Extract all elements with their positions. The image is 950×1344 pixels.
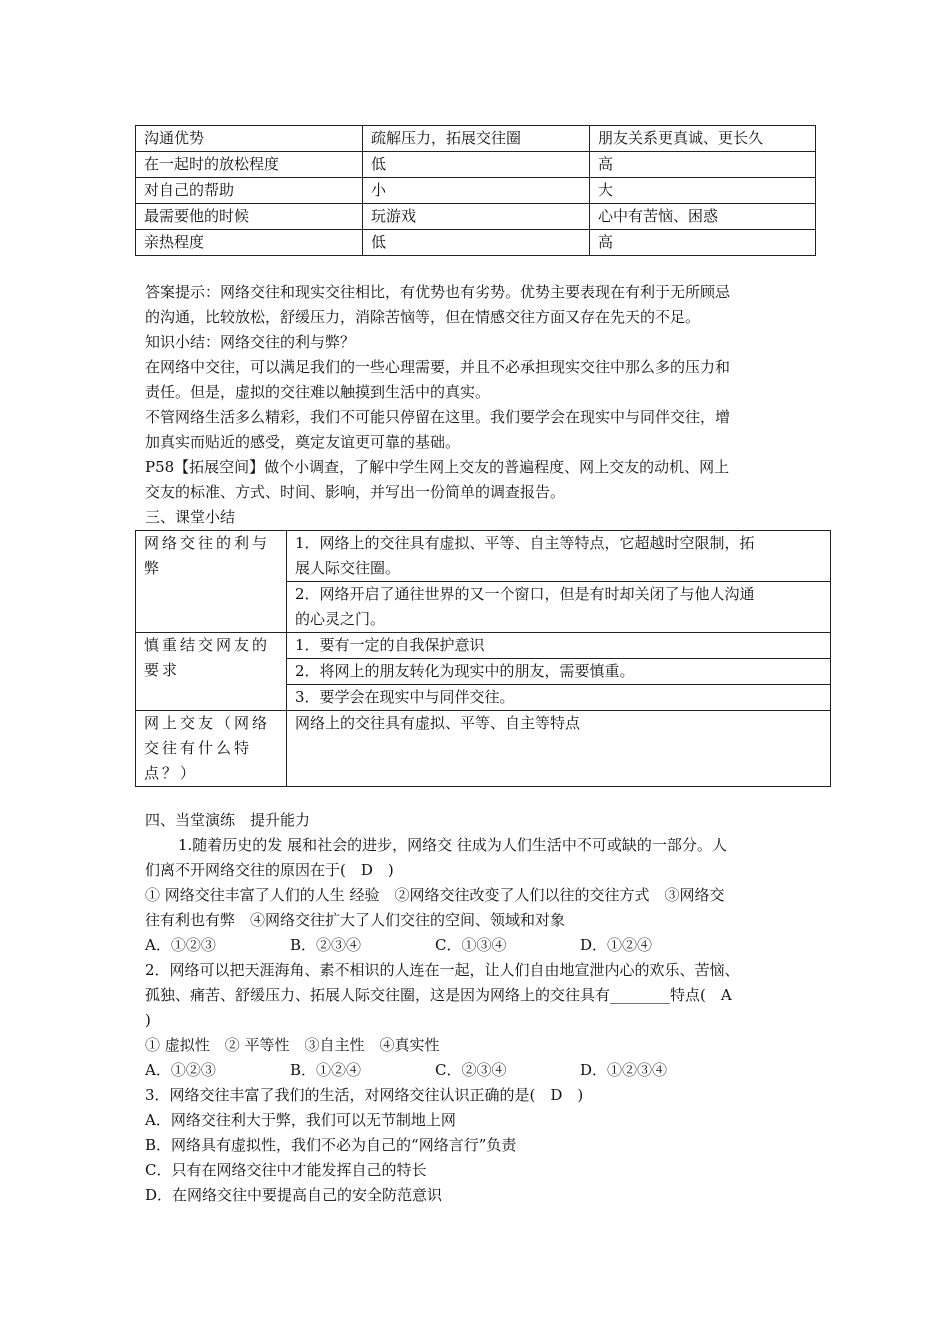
table-cell: 朋友关系更真诚、更长久 [590,126,816,152]
table-cell: 在一起时的放松程度 [136,152,363,178]
choice-b: B．②③④ [290,936,362,954]
table-cell [287,531,831,582]
choice-b: B．网络具有虚拟性，我们不必为自己的“网络言行”负责 [145,1136,517,1154]
choice-d: D．①②④ [580,936,653,954]
table-cell: 小 [363,178,590,204]
table-cell: 高 [590,230,816,256]
question-1-choices [145,933,652,958]
question-1-line: 1.随着历史的发 展和社会的进步，网络交 往成为人们生活中不可或缺的一部分。人 [178,836,727,854]
table-cell: 大 [590,178,816,204]
summary-paragraph-line: 不管网络生活多么精彩，我们不可能只停留在这里。我们要学会在现实中与同伴交往，增 [145,408,731,426]
table-row [136,230,816,256]
question-2-line: 孤独、痛苦、舒缓压力、拓展人际交往圈，这是因为网络上的交往具有________特点( A [145,986,732,1004]
choice-c: C．①③④ [435,936,507,954]
table-cell: 最需要他的时候 [136,204,363,230]
group-label-line: 网络交往的利与 [144,534,271,552]
group-label [136,531,287,633]
table-row [136,204,816,230]
group-label-line: 点？） [144,764,199,782]
table-cell: 低 [363,152,590,178]
answer-hint-line: 的沟通，比较放松，舒缓压力，消除苦恼等，但在情感交往方面又存在先天的不足。 [145,308,701,326]
summary-paragraph-line: 在网络中交往，可以满足我们的一些心理需要，并且不必承担现实交往中那么多的压力和 [145,358,731,376]
table-cell: 对自己的帮助 [136,178,363,204]
table-cell: 2．将网上的朋友转化为现实中的朋友，需要慎重。 [287,659,831,685]
table-row [136,711,831,787]
expand-space-line: 交友的标准、方式、时间、影响，并写出一份简单的调查报告。 [145,483,566,501]
expand-space-line: P58【拓展空间】做个小调查，了解中学生网上交友的普遍程度、网上交友的动机、网上 [145,458,730,476]
table-row [136,126,816,152]
group-label [136,633,287,711]
choice-a: A．网络交往利大于弊，我们可以无节制地上网 [145,1111,456,1129]
table-cell: 亲热程度 [136,230,363,256]
choice-d: D．在网络交往中要提高自己的安全防范意识 [145,1186,443,1204]
cell-line: 的心灵之门。 [295,610,386,628]
summary-paragraph-line: 责任。但是，虚拟的交往难以触摸到生活中的真实。 [145,383,491,401]
choice-a: A．①②③ [145,1061,216,1079]
table-cell: 低 [363,230,590,256]
table-cell: 玩游戏 [363,204,590,230]
group-label-line: 网上交友（网络 [144,714,271,732]
table-cell: 疏解压力，拓展交往圈 [363,126,590,152]
question-3-line: 3．网络交往丰富了我们的生活，对网络交往认识正确的是( D ) [145,1086,584,1104]
class-summary-table [135,530,831,787]
summary-title: 知识小结：网络交往的利与弊？ [145,333,356,351]
table-cell: 网络上的交往具有虚拟、平等、自主等特点 [287,711,831,787]
question-1-line: 们离不开网络交往的原因在于( D ) [145,861,394,879]
group-label-line: 弊 [144,559,163,577]
group-label [136,711,287,787]
choice-b: B．①②④ [290,1061,362,1079]
cell-line: 2．网络开启了通往世界的又一个窗口，但是有时却关闭了与他人沟通 [295,585,755,603]
section-heading: 三、课堂小结 [145,508,236,526]
question-2-line: 2．网络可以把天涯海角、素不相识的人连在一起，让人们自由地宣泄内心的欢乐、苦恼、 [145,961,740,979]
choice-a: A．①②③ [145,936,216,954]
summary-paragraph-line: 加真实而贴近的感受，奠定友谊更可靠的基础。 [145,433,461,451]
section-heading: 四、当堂演练 提升能力 [145,811,311,829]
choice-c: C．②③④ [435,1061,507,1079]
comparison-table [135,125,816,256]
question-1-options-line: 往有利也有弊 ④网络交往扩大了人们交往的空间、领域和对象 [145,911,566,929]
group-label-line: 慎重结交网友的 [144,636,271,654]
group-label-line: 要求 [144,661,181,679]
question-2-options: ① 虚拟性 ② 平等性 ③自主性 ④真实性 [145,1036,440,1054]
cell-line: 展人际交往圈。 [295,559,401,577]
table-cell: 1．要有一定的自我保护意识 [287,633,831,659]
question-1-options-line: ① 网络交往丰富了人们的人生 经验 ②网络交往改变了人们以往的交往方式 ③网络交 [145,886,725,904]
table-row [136,152,816,178]
table-row [136,633,831,659]
question-2-line: ) [145,1011,151,1029]
table-cell [287,582,831,633]
question-2-choices [145,1058,667,1083]
table-row [136,531,831,582]
choice-d: D．①②③④ [580,1061,668,1079]
table-row [136,178,816,204]
table-cell: 心中有苦恼、困惑 [590,204,816,230]
cell-line: 1．网络上的交往具有虚拟、平等、自主等特点，它超越时空限制，拓 [295,534,755,552]
table-cell: 高 [590,152,816,178]
table-cell: 3．要学会在现实中与同伴交往。 [287,685,831,711]
table-cell: 沟通优势 [136,126,363,152]
choice-c: C．只有在网络交往中才能发挥自己的特长 [145,1161,427,1179]
answer-hint-line: 答案提示：网络交往和现实交往相比，有优势也有劣势。优势主要表现在有利于无所顾忌 [145,283,731,301]
group-label-line: 交往有什么特 [144,739,253,757]
